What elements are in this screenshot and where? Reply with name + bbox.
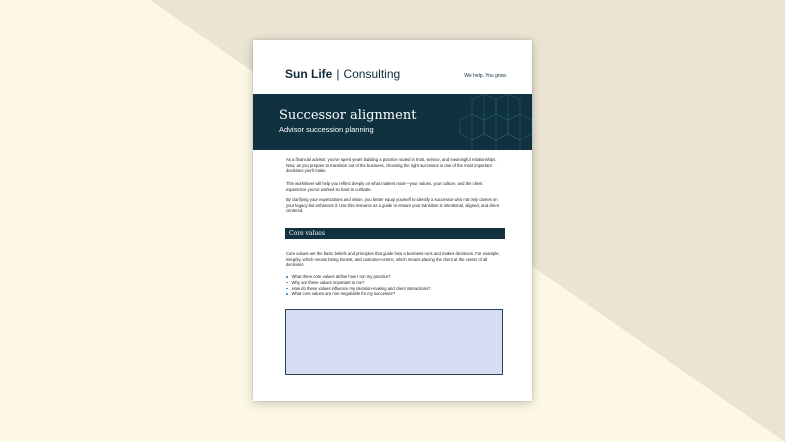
question-text: Why are these values important to me? [291, 279, 365, 285]
brand-suffix: Consulting [343, 67, 401, 81]
worksheet-page [253, 40, 532, 401]
bullet-icon [286, 288, 288, 290]
bullet-icon [286, 282, 288, 284]
question-text: What three core values define how I run my practice? [291, 274, 391, 279]
list-item [286, 291, 431, 297]
section-description: Core values are the basic beliefs and principles that guide how a business runs and makes decisions. For example, integrity, which means being honest, and customer-centric, which means placing the client at the center of all decisions. [286, 251, 500, 268]
page-header [253, 40, 532, 94]
brand-divider: | [336, 67, 340, 81]
page-title: Successor alignment [279, 108, 417, 123]
geometric-pattern-icon [442, 94, 532, 150]
question-list [286, 274, 431, 297]
brand-name: Sun Life [285, 67, 333, 81]
intro-paragraph: As a financial advisor, you've spent years building a practice rooted in trust, service, and meaningful relationships. Now, as you prepare to transition out of the business, choosing the right successor is one of the most important decisions you'll make. [286, 157, 497, 174]
brand-tagline: We help. You grow. [464, 73, 507, 79]
question-text: How do these values influence my decision-making and client interactions? [291, 285, 431, 291]
section-header [285, 228, 505, 239]
bullet-icon [286, 293, 288, 295]
page-subtitle: Advisor succession planning [279, 125, 374, 134]
section-title: Core values [289, 230, 325, 237]
answer-text-field[interactable] [285, 309, 503, 375]
question-text: What core values are non-negotiable for my successor? [291, 291, 396, 297]
intro-paragraph: This worksheet will help you reflect deeply on what matters most—your values, your culture, and the client experience you've worked so hard to cultivate. [286, 181, 483, 192]
bullet-icon [286, 276, 288, 278]
intro-paragraph: By clarifying your expectations and vision, you better equip yourself to identify a successor who not only carries on your legacy but enhances it. Use this resource as a guide to ensure your transition is intentional, aligned, and client centered. [286, 197, 499, 214]
brand-logo [285, 67, 400, 81]
